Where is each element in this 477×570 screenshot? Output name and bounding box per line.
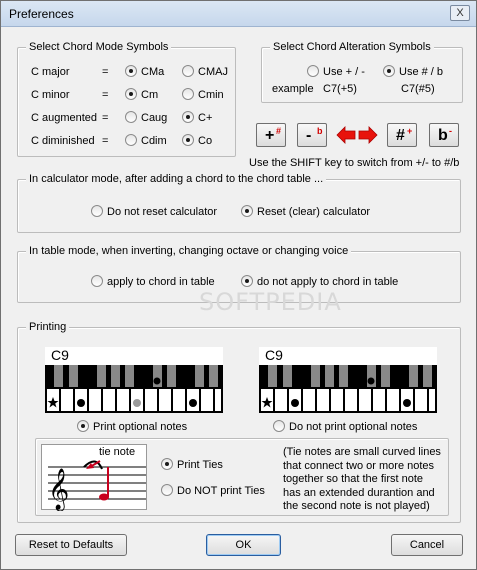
tie-desc-line: that connect two or more notes xyxy=(283,459,435,472)
chord-mode-legend: Select Chord Mode Symbols xyxy=(26,41,171,53)
c-major-cma-radio[interactable] xyxy=(125,65,137,77)
c-augmented-caug-label: Caug xyxy=(141,112,168,124)
c-major-eq: = xyxy=(102,66,109,78)
left-arrow-icon xyxy=(337,127,355,143)
c-diminished-eq: = xyxy=(102,135,109,147)
not-apply-to-table-radio[interactable] xyxy=(241,275,253,287)
c-diminished-label: C diminished xyxy=(31,135,95,147)
close-button[interactable]: X xyxy=(450,5,470,21)
switch-arrows-icon xyxy=(335,123,379,147)
example-plus-value: C7(+5) xyxy=(323,83,357,95)
keyboard-optional-image xyxy=(45,365,223,413)
c-major-cmaj-radio[interactable] xyxy=(182,65,194,77)
no-reset-calculator-radio[interactable] xyxy=(91,205,103,217)
flat-minus-sup: - xyxy=(449,126,452,136)
flat-down-button[interactable] xyxy=(297,123,327,147)
sharp-plus-main: # xyxy=(396,127,405,144)
printing-legend: Printing xyxy=(26,321,69,333)
use-plus-minus-radio[interactable] xyxy=(307,65,319,77)
tied-note-icon xyxy=(99,494,109,501)
tie-desc-line: together so that the first note xyxy=(283,473,424,485)
piano-optional-notes xyxy=(45,347,223,413)
print-optional-label: Print optional notes xyxy=(93,421,188,433)
calculator-legend: In calculator mode, after adding a chord to the chord table ... xyxy=(26,173,326,185)
sharp-up-sup: # xyxy=(276,126,282,136)
use-sharp-flat-label: Use # / b xyxy=(399,66,444,78)
chord2-name: C9 xyxy=(265,347,283,363)
print-ties-radio[interactable] xyxy=(161,458,173,470)
keyboard-no-optional-image xyxy=(259,365,437,413)
tie-note-picture xyxy=(41,444,147,510)
c-minor-cmin-radio[interactable] xyxy=(182,88,194,100)
tie-desc-line: (Tie notes are small curved lines xyxy=(283,446,441,458)
print-optional-radio[interactable] xyxy=(77,420,89,432)
tie-desc-line: the second note is not played) xyxy=(283,500,430,512)
c-minor-cmin-label: Cmin xyxy=(198,89,224,101)
window-title: Preferences xyxy=(9,7,74,21)
sharp-up-main: + xyxy=(265,127,275,144)
apply-to-table-label: apply to chord in table xyxy=(107,276,215,288)
no-print-ties-label: Do NOT print Ties xyxy=(177,485,265,497)
right-arrow-icon xyxy=(359,127,377,143)
c-minor-cm-label: Cm xyxy=(141,89,159,101)
shift-hint: Use the SHIFT key to switch from +/- to #/b xyxy=(249,157,460,169)
piano-no-optional-notes xyxy=(259,347,437,413)
print-ties-label: Print Ties xyxy=(177,459,223,471)
c-minor-label: C minor xyxy=(31,89,70,101)
c-minor-eq: = xyxy=(102,89,109,101)
alteration-legend: Select Chord Alteration Symbols xyxy=(270,41,434,53)
c-augmented-cplus-label: C+ xyxy=(198,112,213,124)
cancel-button[interactable]: Cancel xyxy=(391,534,463,556)
tie-desc-line: has an extended durantion and xyxy=(283,486,435,499)
no-print-optional-label: Do not print optional notes xyxy=(289,421,418,433)
use-sharp-flat-radio[interactable] xyxy=(383,65,395,77)
flat-minus-main: b xyxy=(438,127,448,144)
c-augmented-caug-radio[interactable] xyxy=(125,111,137,123)
sharp-up-button[interactable] xyxy=(256,123,286,147)
c-major-cma-label: CMa xyxy=(141,66,165,78)
sharp-plus-button[interactable] xyxy=(387,123,417,147)
title-bar xyxy=(1,1,476,27)
calculator-group xyxy=(17,173,461,233)
reset-calculator-radio[interactable] xyxy=(241,205,253,217)
c-major-cmaj-label: CMAJ xyxy=(198,66,228,78)
chord1-name: C9 xyxy=(51,347,69,363)
watermark: SOFTPEDIA xyxy=(199,288,342,316)
flat-down-sup: b xyxy=(317,126,323,136)
c-diminished-co-label: Co xyxy=(198,135,213,147)
c-augmented-label: C augmented xyxy=(31,112,98,124)
reset-calculator-label: Reset (clear) calculator xyxy=(257,206,371,218)
treble-clef-icon: 𝄞 xyxy=(48,469,70,510)
reset-defaults-button[interactable]: Reset to Defaults xyxy=(15,534,127,556)
no-print-ties-radio[interactable] xyxy=(161,484,173,496)
c-major-label: C major xyxy=(31,66,70,78)
c-diminished-cdim-radio[interactable] xyxy=(125,134,137,146)
tie-description xyxy=(283,446,441,514)
c-diminished-cdim-label: Cdim xyxy=(141,135,167,147)
flat-minus-button[interactable] xyxy=(429,123,459,147)
tie-note-label: tie note xyxy=(99,446,136,458)
table-mode-legend: In table mode, when inverting, changing octave or changing voice xyxy=(26,245,351,257)
c-diminished-co-radio[interactable] xyxy=(182,134,194,146)
not-apply-to-table-label: do not apply to chord in table xyxy=(257,276,399,288)
no-print-optional-radio[interactable] xyxy=(273,420,285,432)
example-sharp-value: C7(#5) xyxy=(401,83,435,95)
sharp-plus-sup: + xyxy=(407,126,413,136)
ok-button[interactable]: OK xyxy=(206,534,281,556)
c-minor-cm-radio[interactable] xyxy=(125,88,137,100)
c-augmented-eq: = xyxy=(102,112,109,124)
staff-tie-icon xyxy=(42,445,148,511)
no-reset-calculator-label: Do not reset calculator xyxy=(107,206,218,218)
c-augmented-cplus-radio[interactable] xyxy=(182,111,194,123)
use-plus-minus-label: Use + / - xyxy=(323,66,365,78)
example-label: example xyxy=(272,83,314,95)
apply-to-table-radio[interactable] xyxy=(91,275,103,287)
flat-down-main: - xyxy=(306,127,312,144)
